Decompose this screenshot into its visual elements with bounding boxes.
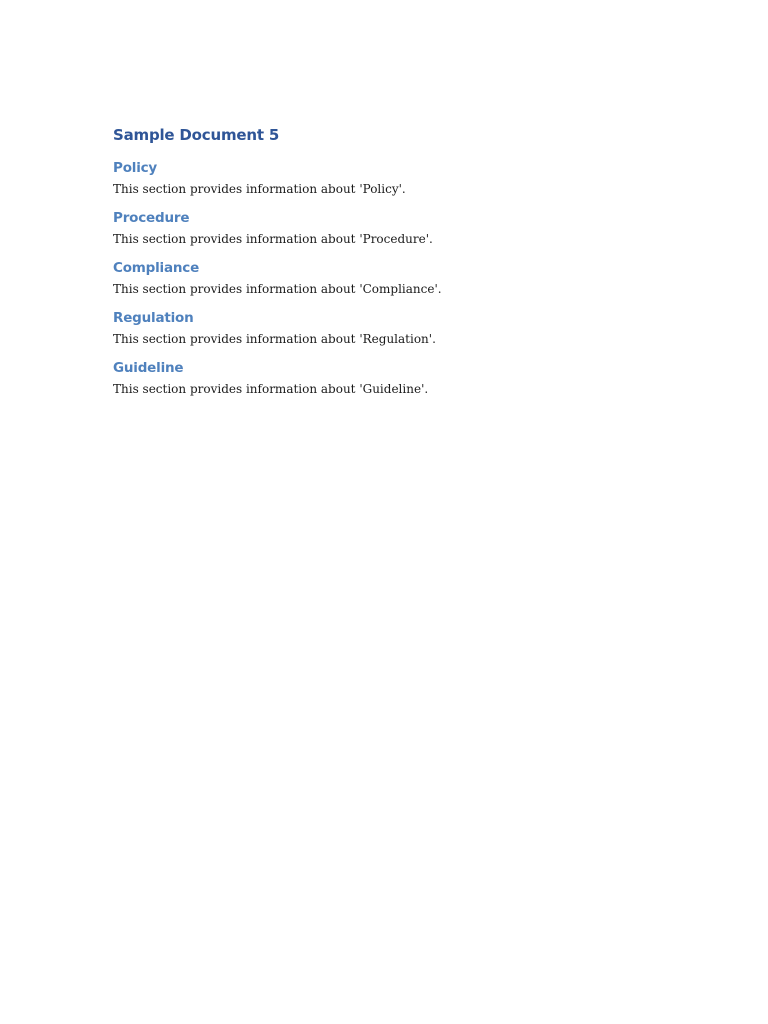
section-body: This section provides information about 'Regulation'.	[113, 332, 436, 346]
section-policy	[113, 159, 673, 197]
section-body: This section provides information about 'Policy'.	[113, 182, 406, 196]
section-guideline	[113, 359, 673, 397]
section-regulation	[113, 309, 673, 347]
section-body: This section provides information about 'Guideline'.	[113, 382, 429, 396]
section-heading: Compliance	[113, 260, 200, 276]
document-content	[113, 124, 673, 409]
section-procedure	[113, 209, 673, 247]
section-compliance	[113, 259, 673, 297]
section-heading: Policy	[113, 160, 158, 176]
section-body: This section provides information about 'Compliance'.	[113, 282, 442, 296]
section-heading: Regulation	[113, 310, 194, 326]
document-title: Sample Document 5	[113, 126, 280, 144]
section-heading: Guideline	[113, 360, 184, 376]
section-body: This section provides information about 'Procedure'.	[113, 232, 433, 246]
section-heading: Procedure	[113, 210, 190, 226]
